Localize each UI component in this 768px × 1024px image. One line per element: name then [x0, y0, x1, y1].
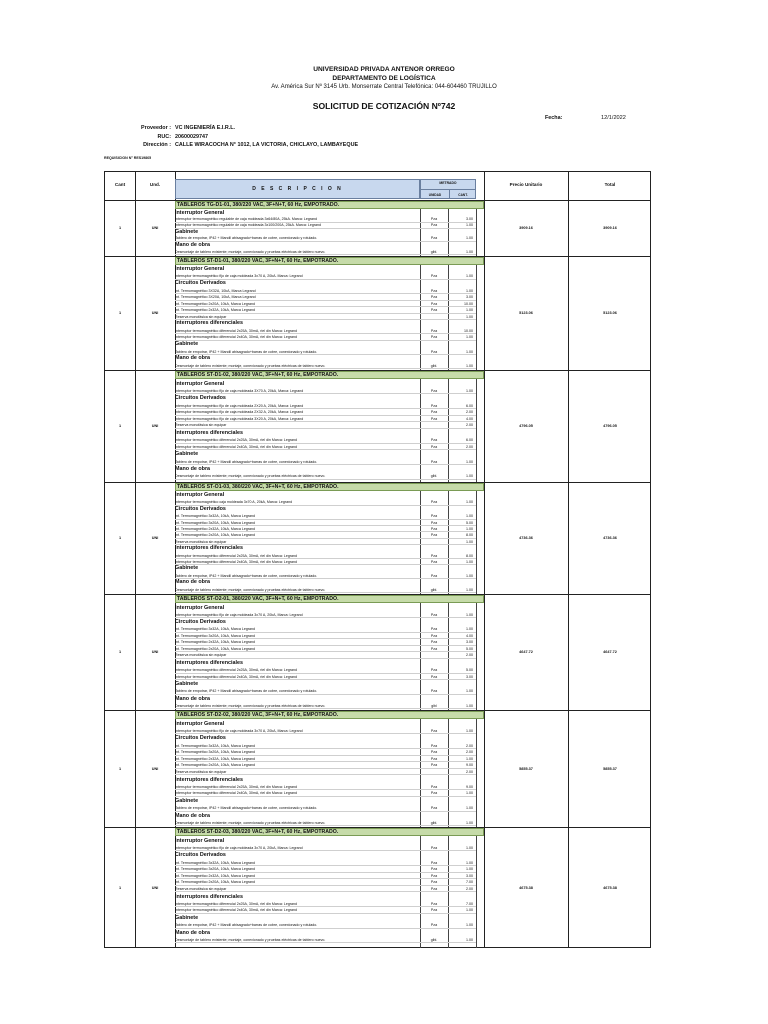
- item-quantity: 9.00: [466, 763, 473, 768]
- item-quantity: 5.00: [466, 520, 473, 525]
- item-description: Tablero de empotrar, IP42 + Mandil abisagrado+barras de cobre, conexionado y rotulado.: [175, 236, 476, 242]
- item-quantity: 1.00: [466, 314, 473, 319]
- section-heading: Interruptor General: [175, 720, 225, 727]
- item-unit: Pza: [430, 640, 438, 645]
- item-description: Int. Termomagnético 2x20A, 10kA, Marca Legrand: [175, 646, 476, 653]
- item-description: Int. Termomagnético 2x20A, 10kA, Marca Legrand: [175, 879, 476, 886]
- item-unit: Pza: [430, 806, 438, 811]
- item-description: Desmontaje de tablero existente; montaje, conexionado y pruebas eléctricas de tablero nuevo.: [175, 587, 476, 593]
- item-quantity: 1.00: [466, 574, 473, 579]
- item-unit: Pza: [430, 459, 438, 464]
- item-unit: glbl.: [430, 474, 438, 479]
- metrado-unidad-header: UNIDAD: [428, 193, 442, 197]
- item-description: Interruptor termomagnético fijo de caja moldeada 2X20 A, 20kA, Marca: Legrand: [175, 403, 476, 410]
- row-precio-unitario: 4736.36: [519, 536, 533, 540]
- item-description: Desmontaje de tablero existente; montaje, conexionado y pruebas eléctricas de tablero nuevo.: [175, 703, 476, 710]
- item-quantity: 1.00: [466, 514, 473, 519]
- section-heading: Gabinete: [175, 565, 199, 572]
- item-unit: Pza: [430, 867, 438, 872]
- metrado-column-line: [476, 719, 477, 827]
- item-quantity: 1.00: [466, 559, 473, 564]
- item-quantity: 1.00: [466, 791, 473, 796]
- item-unit: Pza: [430, 349, 438, 354]
- item-unit: glbl: [431, 703, 437, 708]
- item-unit: Pza: [430, 308, 438, 313]
- item-description: Interruptor termomagnético regulable de caja moldeada 3x100/200A, 25kA. Marca: Legrand: [175, 223, 476, 229]
- item-description: Reserva monofásica sin equipar: [175, 886, 476, 893]
- col-cant-header: Cant: [114, 182, 126, 187]
- item-quantity: 3.00: [466, 216, 473, 221]
- table-row: [105, 256, 650, 370]
- item-description: Interruptor termomagnético diferencial 2x40A, 30mA, riel din Marca: Legrand: [175, 559, 476, 565]
- item-quantity: 3.00: [466, 674, 473, 679]
- item-description: Desmontaje de tablero existente; montaje, conexionado y pruebas eléctricas de tablero nuevo.: [175, 250, 476, 256]
- metrado-column-line: [476, 603, 477, 710]
- item-unit: glbl.: [430, 820, 438, 825]
- item-unit: Pza: [430, 784, 438, 789]
- section-heading: Interruptores diferenciales: [175, 319, 244, 326]
- item-quantity: 1.00: [466, 459, 473, 464]
- item-unit: Pza: [430, 416, 438, 421]
- item-description: Int. Termomagnético 2x32A, 10kA, Marca Legrand: [175, 307, 476, 313]
- item-unit: Pza: [430, 403, 438, 408]
- item-unit: Pza: [430, 728, 438, 733]
- item-quantity: 1.00: [466, 806, 473, 811]
- table-row: [105, 200, 650, 256]
- item-quantity: 4.00: [466, 416, 473, 421]
- item-description: Interruptor termomagnético diferencial 2x25A, 30mA, riel din Marca: Legrand: [175, 667, 476, 674]
- col-total-header: Total: [604, 182, 616, 187]
- section-heading: Mano de obra: [175, 355, 211, 362]
- section-heading: Mano de obra: [175, 579, 211, 586]
- item-unit: Pza: [430, 886, 438, 891]
- item-description: Int. Termomagnético 2x20A, 10kA, Marca Legrand: [175, 532, 476, 538]
- item-description: Int. Termomagnético 3x20A, 10kA, Marca Legrand: [175, 520, 476, 526]
- item-quantity: 7.00: [466, 901, 473, 906]
- table-row: [105, 482, 650, 594]
- item-unit: Pza: [430, 791, 438, 796]
- item-quantity: 1.00: [466, 236, 473, 241]
- item-unit: Pza: [430, 633, 438, 638]
- ruc-row: [128, 133, 358, 142]
- item-unit: Pza: [430, 880, 438, 885]
- metrado-column-line: [476, 491, 477, 594]
- item-quantity: 1.00: [466, 908, 473, 913]
- item-unit: Pza: [430, 845, 438, 850]
- section-heading: Interruptor General: [175, 380, 225, 387]
- date-label: Fecha:: [545, 115, 563, 121]
- item-quantity: 1.00: [466, 860, 473, 865]
- item-description: Desmontaje de tablero existente; montaje, conexionado y pruebas eléctricas de tablero nuevo.: [175, 363, 476, 369]
- table-row: [105, 710, 650, 827]
- item-unit: Pza: [430, 873, 438, 878]
- item-quantity: 10.00: [464, 328, 473, 333]
- item-quantity: 3.00: [466, 640, 473, 645]
- item-description: Tablero de empotrar, IP42 + Mandil abisagrado+barras de cobre, conexionado y rotulado.: [175, 805, 476, 812]
- table-row: [105, 827, 650, 948]
- section-heading: Circuitos Derivados: [175, 279, 226, 286]
- section-heading: Circuitos Derivados: [175, 619, 226, 626]
- section-heading: Mano de obra: [175, 242, 211, 249]
- row-cant: 1: [118, 424, 122, 428]
- item-quantity: 5.00: [466, 668, 473, 673]
- item-quantity: 10.00: [464, 301, 473, 306]
- row-precio-unitario: 5855.37: [519, 766, 533, 771]
- item-unit: Pza: [430, 410, 438, 415]
- item-unit: Pza: [430, 328, 438, 333]
- section-heading: Mano de obra: [175, 466, 211, 473]
- item-quantity: 2.00: [466, 886, 473, 891]
- item-description: Interruptor termomagnético diferencial 2x40A, 30mA, riel din Marca: Legrand: [175, 907, 476, 914]
- block-title: TABLEROS ST-D2-02, 380/220 VAC, 3F+N+T, 60 Hz, EMPOTRADO.: [175, 711, 484, 719]
- row-total: 3909.16: [603, 226, 617, 230]
- item-unit: Pza: [430, 763, 438, 768]
- item-quantity: 1.00: [466, 923, 473, 928]
- item-description: Int. Termomagnético 3x32A, 10kA, Marca Legrand: [175, 743, 476, 750]
- row-cant: 1: [118, 536, 122, 540]
- item-description: Interruptor termomagnético diferencial 2x25A, 30mA, riel din Marca: Legrand: [175, 901, 476, 908]
- address-row: [128, 141, 358, 150]
- item-quantity: 1.00: [466, 388, 473, 393]
- item-description: Tablero de empotrar, IP42 + Mandil abisagrado+barras de cobre, conexionado y rotulado.: [175, 459, 476, 466]
- item-quantity: 1.00: [466, 274, 473, 279]
- item-quantity: 1.00: [466, 627, 473, 632]
- section-heading: Mano de obra: [175, 812, 211, 819]
- item-unit: glbl.: [430, 937, 438, 942]
- item-unit: Pza: [430, 901, 438, 906]
- provider-address-label: Dirección :: [143, 142, 171, 149]
- item-description: Reserva monofásica sin equipar: [175, 314, 476, 320]
- item-quantity: 1.00: [466, 539, 473, 544]
- section-heading: Interruptores diferenciales: [175, 776, 244, 783]
- requisition-label: REQUISICION N° RES19865: [104, 156, 152, 160]
- section-heading: Circuitos Derivados: [175, 852, 226, 859]
- item-description: Interruptor termomagnético caja moldeada 3x70 A, 20kA, Marca: Legrand: [175, 499, 476, 505]
- item-quantity: 5.00: [466, 646, 473, 651]
- university-name: UNIVERSIDAD PRIVADA ANTENOR ORREGO: [313, 66, 455, 73]
- provider-address-value: CALLE WIRACOCHA N° 1012, LA VICTORIA, CHICLAYO, LAMBAYEQUE: [175, 142, 359, 149]
- department-name: DEPARTAMENTO DE LOGÍSTICA: [332, 75, 436, 82]
- row-total: 5123.06: [603, 311, 617, 315]
- item-quantity: 2.00: [466, 769, 473, 774]
- item-description: Interruptor termomagnético fijo de caja moldeada 3x70 A, 20kA. Marca: Legrand: [175, 273, 476, 279]
- item-unit: Pza: [430, 743, 438, 748]
- item-description: Interruptor termomagnético fijo de caja moldeada 3x70 A, 20kA, Marca: Legrand: [175, 845, 476, 852]
- col-precio-header: Precio Unitario: [509, 182, 543, 187]
- item-quantity: 1.00: [466, 612, 473, 617]
- section-heading: Interruptor General: [175, 837, 225, 844]
- item-description: Tablero de empotrar, IP42 + Mandil abisagrado+barras de cobre, conexionado y rotulado.: [175, 349, 476, 355]
- provider-value: VC INGENIERÍA E.I.R.L.: [175, 125, 236, 131]
- table-row: [105, 594, 650, 710]
- item-unit: Pza: [430, 335, 438, 340]
- col-und-header: Und.: [149, 182, 161, 187]
- item-description: Reserva monofásica sin equipar: [175, 769, 476, 776]
- item-quantity: 2.00: [466, 410, 473, 415]
- item-description: Tablero de empotrar, IP42 + Mandil abisagrado+barras de cobre, conexionado y rotulado.: [175, 688, 476, 695]
- ruc-label: RUC:: [157, 133, 171, 140]
- item-quantity: 1.00: [466, 288, 473, 293]
- item-description: Int. Termomagnético 2x32A, 10kA, Marca Legrand: [175, 756, 476, 763]
- item-quantity: 1.00: [466, 588, 473, 593]
- item-description: Interruptor termomagnético diferencial 2x25A, 30mA, riel din Marca: Legrand: [175, 437, 476, 444]
- item-description: Int. Termomagnético 2x20A, 10kA, Marca Legrand: [175, 301, 476, 307]
- row-cant: 1: [118, 650, 122, 654]
- item-quantity: 2.00: [466, 653, 473, 658]
- item-description: Int. Termomagnético 3x20A, 10kA, Marca Legrand: [175, 749, 476, 756]
- item-unit: Pza: [430, 438, 438, 443]
- item-unit: Pza: [430, 288, 438, 293]
- item-quantity: 1.00: [466, 474, 473, 479]
- item-unit: Pza: [430, 295, 438, 300]
- row-precio-unitario: 4675.38: [519, 885, 533, 890]
- item-unit: Pza: [430, 756, 438, 761]
- item-unit: Pza: [430, 689, 438, 694]
- section-heading: Interruptor General: [175, 491, 225, 498]
- item-description: Interruptor termomagnético diferencial 2x40A, 30mA, riel din Marca: Legrand: [175, 334, 476, 340]
- item-quantity: 1.00: [466, 500, 473, 505]
- row-total: 5855.37: [603, 766, 617, 771]
- quotation-table: [104, 171, 651, 948]
- item-unit: Pza: [430, 236, 438, 241]
- item-quantity: 1.00: [466, 349, 473, 354]
- section-heading: Interruptor General: [175, 209, 225, 216]
- item-unit: Pza: [430, 553, 438, 558]
- item-unit: glbl.: [430, 588, 438, 593]
- item-description: Int. Termomagnético 3x32A, 10kA, Marca Legrand: [175, 626, 476, 633]
- item-description: Interruptor termomagnético diferencial 2x25A, 30mA, riel din Marca: Legrand: [175, 328, 476, 334]
- item-quantity: 1.00: [466, 703, 473, 708]
- item-quantity: 1.00: [466, 308, 473, 313]
- section-heading: Gabinete: [175, 340, 199, 347]
- metrado-column-line: [476, 379, 477, 482]
- section-heading: Gabinete: [175, 451, 199, 458]
- item-quantity: 1.00: [466, 249, 473, 254]
- item-unit: Pza: [430, 574, 438, 579]
- item-description: Int. Termomagnético 3x20A, 10kA, Marca Legrand: [175, 866, 476, 873]
- item-description: Interruptor termomagnético fijo de caja moldeada 2X32 A, 20kA, Marca: Legrand: [175, 409, 476, 416]
- item-unit: Pza: [430, 612, 438, 617]
- section-heading: Gabinete: [175, 228, 199, 235]
- row-precio-unitario: 4796.05: [519, 424, 533, 428]
- item-quantity: 1.00: [466, 867, 473, 872]
- block-title: TABLEROS ST-O2-01, 380/220 VAC, 3F+N+T, 60 Hz, EMPOTRADO.: [175, 595, 484, 603]
- item-description: Interruptor termomagnético fijo de caja moldeada 3X70 A, 20kA, Marca: Legrand: [175, 388, 476, 395]
- row-und: UNI: [151, 885, 159, 890]
- section-heading: Circuitos Derivados: [175, 395, 226, 402]
- section-heading: Mano de obra: [175, 695, 211, 702]
- item-description: Desmontaje de tablero existente; montaje, conexionado y pruebas eléctricas de tablero nuevo.: [175, 820, 476, 827]
- section-heading: Circuitos Derivados: [175, 505, 226, 512]
- item-quantity: 1.00: [466, 335, 473, 340]
- block-title: TABLEROS ST-O1-03, 380/220 VAC, 3F+N+T, 60 Hz, EMPOTRADO.: [175, 483, 484, 491]
- item-unit: Pza: [430, 520, 438, 525]
- row-und: UNI: [151, 766, 159, 771]
- item-quantity: 3.00: [466, 295, 473, 300]
- item-description: Tablero de empotrar, IP42 + Mandil abisagrado+barras de cobre, conexionado y rotulado.: [175, 922, 476, 929]
- metrado-column-line: [476, 265, 477, 370]
- item-unit: glbl.: [430, 249, 438, 254]
- item-description: Interruptor termomagnético diferencial 2x25A, 30mA, riel din Marca: Legrand: [175, 784, 476, 791]
- row-und: UNI: [151, 536, 159, 540]
- section-heading: Interruptores diferenciales: [175, 893, 244, 900]
- row-cant: 1: [118, 226, 122, 230]
- item-description: Int. Termomagnético 2x32A, 10kA, Marca Legrand: [175, 873, 476, 880]
- metrado-divider: [421, 189, 475, 190]
- row-total: 4675.38: [603, 885, 617, 890]
- item-quantity: 2.00: [466, 444, 473, 449]
- item-unit: Pza: [430, 674, 438, 679]
- item-quantity: 2.00: [466, 743, 473, 748]
- item-description: Interruptor termomagnético diferencial 2x25A, 30mA, riel din Marca: Legrand: [175, 553, 476, 559]
- item-description: Int. Termomagnético 2x32A, 10kA, Marca Legrand: [175, 639, 476, 646]
- date-value: 12/1/2022: [601, 115, 626, 121]
- row-total: 4647.72: [603, 650, 617, 654]
- block-title: TABLEROS TG-D1-01, 380/220 VAC, 3F+N+T, 60 Hz, EMPOTRADO.: [175, 201, 484, 209]
- row-cant: 1: [118, 885, 122, 890]
- metrado-header: [420, 179, 476, 199]
- section-heading: Gabinete: [175, 681, 199, 688]
- item-quantity: 8.00: [466, 553, 473, 558]
- item-description: Interruptor termomagnético diferencial 2x40A, 30mA, riel din Marca: Legrand: [175, 674, 476, 681]
- item-quantity: 1.00: [466, 364, 473, 369]
- provider-info: [128, 124, 358, 150]
- item-description: Interruptor termomagnético fijo de caja moldeada 3x70 A, 20kA, Marca: Legrand: [175, 612, 476, 619]
- item-description: Int. Termomagnético 3x32A, 10kA, Marca Legrand: [175, 513, 476, 519]
- item-unit: Pza: [430, 627, 438, 632]
- row-und: UNI: [151, 226, 159, 230]
- item-description: Interruptor termomagnético fijo de caja moldeada 3X20 A, 20kA, Marca: Legrand: [175, 416, 476, 423]
- item-description: Tablero de empotrar, IP42 + Mandil abisagrado+barras de cobre, conexionado y rotulado.: [175, 573, 476, 579]
- item-description: Interruptor termomagnético regulable de caja moldeada 3x64/80A, 25kA. Marca: Legrand: [175, 217, 476, 223]
- metrado-column-line: [476, 209, 477, 256]
- row-total: 4796.05: [603, 424, 617, 428]
- item-unit: Pza: [430, 527, 438, 531]
- metrado-cant-header: CANT.: [458, 193, 468, 197]
- item-unit: Pza: [430, 444, 438, 449]
- section-heading: Interruptor General: [175, 604, 225, 611]
- row-precio-unitario: 3909.16: [519, 226, 533, 230]
- item-unit: Pza: [430, 274, 438, 279]
- item-quantity: 7.00: [466, 880, 473, 885]
- section-heading: Interruptores diferenciales: [175, 659, 244, 666]
- item-description: Int. Termomagnético 2x20A, 10kA, Marca Legrand: [175, 762, 476, 769]
- item-unit: glbl.: [430, 364, 438, 369]
- item-quantity: 1.00: [466, 689, 473, 694]
- item-description: Int. Termomagnético 3x32A, 10kA, Marca Legrand: [175, 860, 476, 867]
- item-quantity: 1.00: [466, 756, 473, 761]
- item-unit: Pza: [430, 559, 438, 564]
- item-quantity: 1.00: [466, 845, 473, 850]
- section-heading: Gabinete: [175, 914, 199, 921]
- row-cant: 1: [118, 766, 122, 771]
- address: Av. América Sur Nº 3145 Urb. Monserrate Central Telefónica: 044-604460 TRUJILLO: [271, 84, 497, 90]
- item-quantity: 9.00: [466, 784, 473, 789]
- metrado-column-line: [476, 836, 477, 948]
- item-quantity: 2.00: [466, 423, 473, 428]
- row-precio-unitario: 5123.06: [519, 311, 533, 315]
- item-description: Interruptor termomagnético fijo de caja moldeada 3x70 A, 20kA, Marca: Legrand: [175, 728, 476, 735]
- row-cant: 1: [118, 311, 122, 315]
- item-quantity: 4.00: [466, 633, 473, 638]
- document-title: SOLICITUD DE COTIZACIÓN Nº742: [312, 101, 456, 111]
- row-precio-unitario: 4647.72: [519, 650, 533, 654]
- item-quantity: 6.00: [466, 438, 473, 443]
- provider-row: [128, 124, 358, 133]
- item-description: Reserva monofásica sin equipar: [175, 422, 476, 429]
- item-unit: Pza: [430, 301, 438, 306]
- section-heading: Mano de obra: [175, 929, 211, 936]
- item-quantity: 2.00: [466, 750, 473, 755]
- item-description: Reserva monofásica sin equipar: [175, 652, 476, 659]
- section-heading: Circuitos Derivados: [175, 735, 226, 742]
- item-quantity: 6.00: [466, 403, 473, 408]
- item-unit: Pza: [430, 533, 438, 538]
- item-quantity: 1.00: [466, 527, 473, 531]
- item-description: Int. Termomagnético 3x20A, 10kA, Marca Legrand: [175, 633, 476, 640]
- section-heading: Gabinete: [175, 797, 199, 804]
- item-unit: Pza: [430, 908, 438, 913]
- item-unit: Pza: [430, 668, 438, 673]
- row-und: UNI: [151, 311, 159, 315]
- item-unit: Pza: [430, 646, 438, 651]
- item-description: Int. Termomagnético 2x32A, 10kA, Marca Legrand: [175, 526, 476, 532]
- item-description: Desmontaje de tablero existente; montaje, conexionado y pruebas eléctricas de tablero nuevo.: [175, 937, 476, 944]
- section-heading: Interruptor General: [175, 265, 225, 272]
- item-quantity: 8.00: [466, 533, 473, 538]
- table-row: [105, 370, 650, 482]
- item-description: Reserva monofásica sin equipar: [175, 539, 476, 545]
- col-desc-header: D E S C R I P C I O N: [175, 179, 420, 199]
- item-unit: Pza: [430, 216, 438, 221]
- item-description: Desmontaje de tablero existente; montaje, conexionado y pruebas eléctricas de tablero nuevo.: [175, 473, 476, 480]
- item-quantity: 1.00: [466, 222, 473, 227]
- row-total: 4736.36: [603, 536, 617, 540]
- item-quantity: 1.00: [466, 728, 473, 733]
- item-unit: Pza: [430, 860, 438, 865]
- item-quantity: 1.00: [466, 937, 473, 942]
- row-und: UNI: [151, 650, 159, 654]
- section-heading: Interruptores diferenciales: [175, 429, 244, 436]
- item-description: Interruptor termomagnético diferencial 2x40A, 30mA, riel din Marca: Legrand: [175, 790, 476, 797]
- row-und: UNI: [151, 424, 159, 428]
- item-quantity: 1.00: [466, 820, 473, 825]
- item-unit: Pza: [430, 222, 438, 227]
- provider-label: Proveedor :: [141, 125, 171, 131]
- item-unit: Pza: [430, 923, 438, 928]
- item-unit: Pza: [430, 388, 438, 393]
- item-quantity: 3.00: [466, 873, 473, 878]
- item-description: Interruptor termomagnético diferencial 2x40A, 30mA, riel din Marca: Legrand: [175, 444, 476, 451]
- block-title: TABLEROS ST-D1-01, 380/220 VAC, 3F+N+T, 60 Hz, EMPOTRADO.: [175, 257, 484, 265]
- item-unit: Pza: [430, 500, 438, 505]
- item-unit: Pza: [430, 750, 438, 755]
- item-description: Int. Termomagnético 3X20A, 10kA, Marca Legrand: [175, 294, 476, 300]
- metrado-title: METRADO: [439, 181, 457, 185]
- section-heading: Interruptores diferenciales: [175, 544, 244, 551]
- ruc-value: 20600029747: [175, 133, 208, 140]
- item-unit: Pza: [430, 514, 438, 519]
- block-title: TABLEROS ST-D1-02, 380/220 VAC, 3F+N+T, 60 Hz, EMPOTRADO.: [175, 371, 484, 379]
- block-title: TABLEROS ST-D2-03, 380/220 VAC, 3F+N+T, 60 Hz, EMPOTRADO.: [175, 828, 484, 836]
- item-description: Int. Termomagnético 3X32A, 10kA, Marca Legrand: [175, 288, 476, 294]
